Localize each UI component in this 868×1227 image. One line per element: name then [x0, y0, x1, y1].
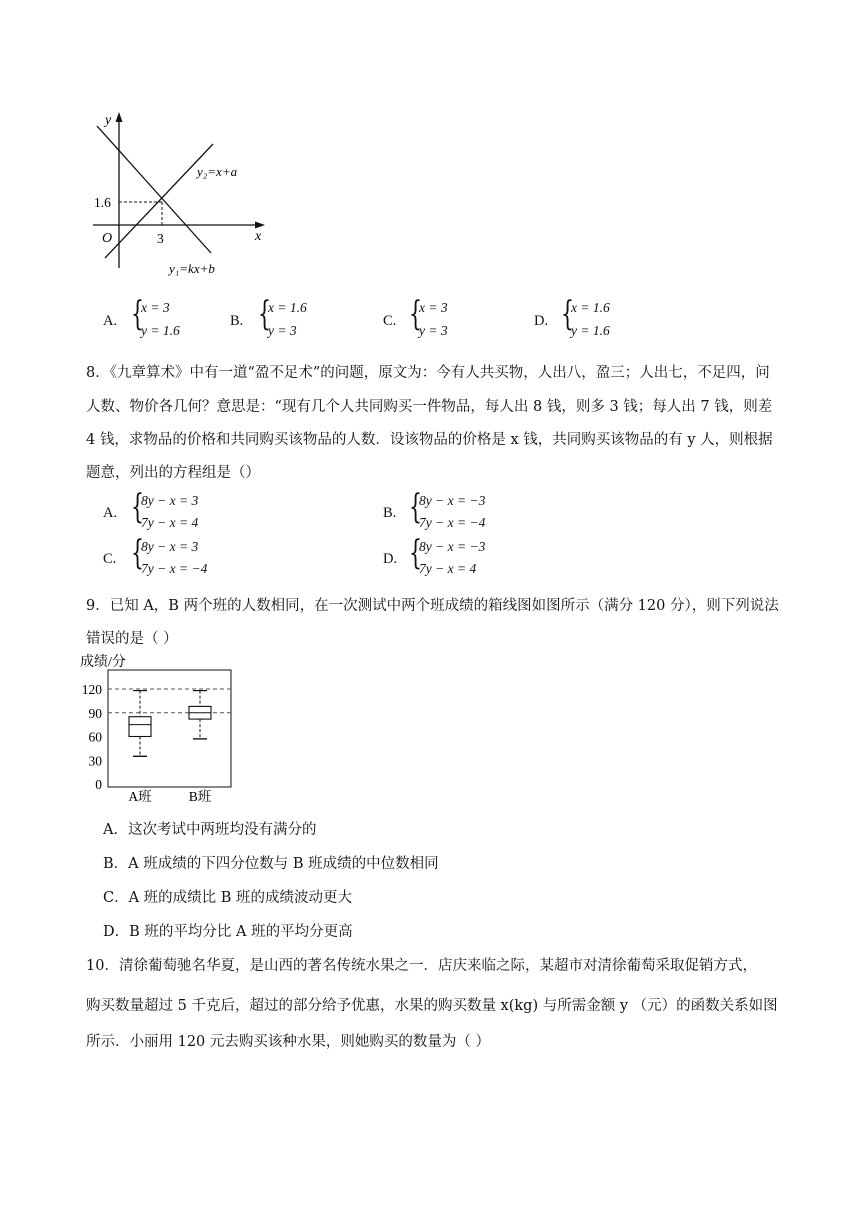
brace: { — [131, 533, 144, 573]
y-axis-label: y — [105, 113, 112, 128]
y-tick-label: 120 — [81, 682, 102, 697]
category-label: B班 — [188, 789, 212, 804]
option-label: B. — [230, 313, 244, 329]
y-axis-arrow — [116, 112, 123, 122]
q9-option-a[interactable]: A．这次考试中两班均没有满分的 — [103, 822, 317, 838]
q8-text-line3: 4 钱，求物品的价格和共同购买该物品的人数．设该物品的价格是 x 钱，共同购买该物品的有 y 人，则根据 — [86, 432, 773, 448]
line-y1 — [97, 126, 211, 253]
q10-text-line3: 所示．小丽用 120 元去购买该种水果，则她购买的数量为（ ） — [86, 1034, 491, 1050]
equation: 7y − x = −4 — [419, 515, 486, 530]
equation: x = 3 — [141, 300, 170, 315]
brace: { — [561, 294, 574, 334]
chart-ylabel: 成绩/分 — [80, 655, 126, 670]
q9-text-line1: 9．已知 A，B 两个班的人数相同，在一次测试中两个班成绩的箱线图如图所示（满分 120 分），则下列说法 — [86, 598, 779, 614]
q9-option-d[interactable]: D．B 班的平均分比 A 班的平均分更高 — [103, 924, 353, 940]
brace: { — [409, 533, 422, 573]
equation: 8y − x = −3 — [419, 539, 486, 554]
y-tick-label: 30 — [88, 753, 102, 769]
brace: { — [409, 294, 422, 334]
brace: { — [258, 294, 271, 334]
option-label: D. — [534, 313, 549, 329]
q8-text-line4: 题意，列出的方程组是（） — [86, 465, 260, 481]
brace: { — [131, 487, 144, 527]
q9-text-line2: 错误的是（ ） — [86, 631, 178, 647]
q10-text-line2: 购买数量超过 5 千克后，超过的部分给予优惠，水果的购买数量 x(kg) 与所需金额 y （元）的函数关系如图 — [86, 998, 778, 1014]
equation: y = 1.6 — [141, 323, 180, 338]
equation: x = 1.6 — [571, 300, 610, 315]
equation: 7y − x = 4 — [141, 515, 199, 530]
equation: 7y − x = 4 — [419, 561, 477, 576]
y-tick-label: 60 — [88, 729, 102, 745]
option-label: C. — [383, 313, 397, 329]
plot-frame — [108, 670, 231, 787]
x-axis-arrow — [255, 222, 265, 229]
option-label: B. — [383, 505, 397, 521]
equation: y = 3 — [268, 323, 297, 338]
option-label: C. — [103, 551, 117, 567]
line1-label: y₁=kx+b — [169, 261, 215, 276]
line2-label: y₂=x+a — [197, 164, 238, 179]
option-label: A. — [103, 505, 118, 521]
equation: 7y − x = −4 — [141, 561, 208, 576]
equation: y = 3 — [419, 323, 448, 338]
equation: y = 1.6 — [571, 323, 610, 338]
equation: 8y − x = −3 — [419, 493, 486, 508]
x-tick-label: 3 — [157, 231, 164, 246]
y-tick-label: 90 — [88, 705, 102, 721]
question7-graph — [85, 108, 275, 283]
q10-text-line1: 10．清徐葡萄驰名华夏，是山西的著名传统水果之一．店庆来临之际，某超市对清徐葡萄采取促销方式， — [86, 958, 757, 974]
box-plot-chart — [70, 650, 250, 810]
box-A班 — [129, 717, 151, 737]
y-tick-label: 1.6 — [94, 195, 111, 210]
q9-option-b[interactable]: B．A 班成绩的下四分位数与 B 班成绩的中位数相同 — [103, 856, 439, 872]
option-label: A. — [103, 313, 118, 329]
equation: x = 3 — [419, 300, 448, 315]
category-label: A班 — [128, 789, 152, 804]
q9-option-c[interactable]: C．A 班的成绩比 B 班的成绩波动更大 — [103, 890, 353, 906]
x-axis-label: x — [255, 229, 262, 244]
brace: { — [131, 294, 144, 334]
option-label: D. — [383, 551, 398, 567]
y-tick-label: 0 — [95, 777, 102, 792]
origin-label: O — [102, 231, 113, 246]
q8-text-line2: 人数、物价各几何？意思是：“现有几个人共同购买一件物品，每人出 8 钱，则多 3 钱；每人出 7 钱，则差 — [86, 399, 773, 415]
equation: 8y − x = 3 — [141, 539, 199, 554]
q8-text-line1: 8．《九章算术》中有一道“盈不足术”的问题，原文为：今有人共买物，人出八，盈三；人出七，不足四，问 — [86, 365, 770, 381]
equation: x = 1.6 — [268, 300, 307, 315]
equation: 8y − x = 3 — [141, 493, 199, 508]
brace: { — [409, 487, 422, 527]
